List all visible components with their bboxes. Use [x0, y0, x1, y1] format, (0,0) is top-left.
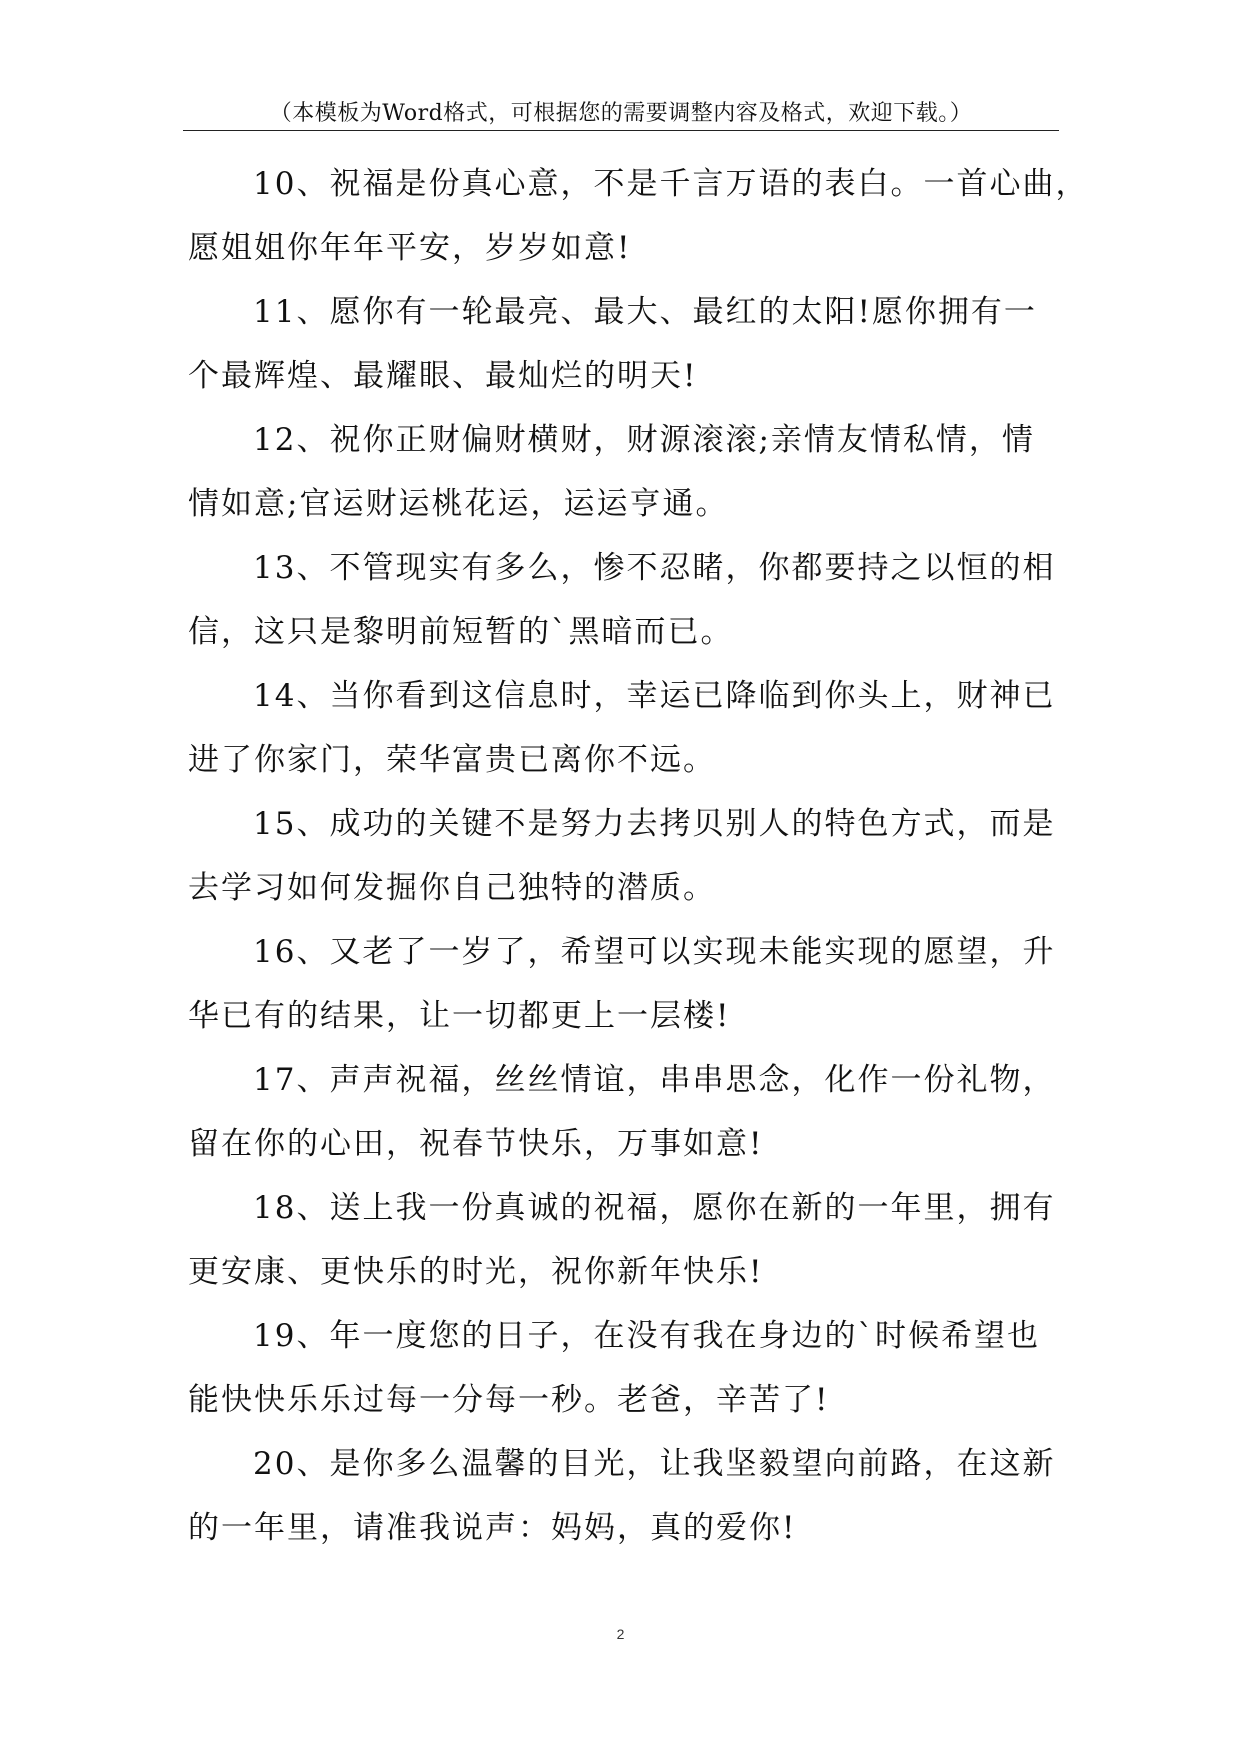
paragraph-line: 的一年里，请准我说声：妈妈，真的爱你! — [188, 1510, 797, 1546]
paragraph — [188, 1436, 1088, 1564]
paragraph-line: 留在你的心田，祝春节快乐，万事如意! — [188, 1126, 764, 1162]
paragraph-line: 17、声声祝福，丝丝情谊，串串思念，化作一份礼物， — [253, 1062, 1056, 1098]
paragraph-line: 能快快乐乐过每一分每一秒。老爸，辛苦了! — [188, 1382, 830, 1418]
paragraph — [188, 284, 1088, 412]
paragraph-line: 10、祝福是份真心意，不是千言万语的表白。一首心曲， — [253, 166, 1089, 202]
paragraph-line: 进了你家门，荣华富贵已离你不远。 — [188, 742, 716, 778]
paragraph — [188, 796, 1088, 924]
paragraph-line: 11、愿你有一轮最亮、最大、最红的太阳!愿你拥有一 — [253, 294, 1037, 330]
paragraph-line: 个最辉煌、最耀眼、最灿烂的明天! — [188, 358, 698, 394]
paragraph-line: 情如意;官运财运桃花运，运运亨通。 — [188, 486, 729, 522]
paragraph-line: 信，这只是黎明前短暂的`黑暗而已。 — [188, 614, 734, 650]
paragraph-line: 19、年一度您的日子，在没有我在身边的`时候希望也 — [253, 1318, 1040, 1354]
header-note: （本模板为Word格式，可根据您的需要调整内容及格式，欢迎下载。） — [269, 101, 973, 126]
paragraph-line: 13、不管现实有多么，惨不忍睹，你都要持之以恒的相 — [253, 550, 1056, 586]
paragraph — [188, 412, 1088, 540]
paragraph-line: 15、成功的关键不是努力去拷贝别人的特色方式，而是 — [253, 806, 1056, 842]
body-content — [188, 156, 1088, 1564]
paragraph-line: 更安康、更快乐的时光，祝你新年快乐! — [188, 1254, 764, 1290]
paragraph-line: 18、送上我一份真诚的祝福，愿你在新的一年里，拥有 — [253, 1190, 1056, 1226]
paragraph-line: 华已有的结果，让一切都更上一层楼! — [188, 998, 731, 1034]
paragraph — [188, 1180, 1088, 1308]
paragraph — [188, 668, 1088, 796]
paragraph — [188, 156, 1088, 284]
paragraph — [188, 540, 1088, 668]
paragraph-line: 愿姐姐你年年平安，岁岁如意! — [188, 230, 632, 266]
header-divider — [183, 130, 1059, 131]
paragraph-line: 12、祝你正财偏财横财，财源滚滚;亲情友情私情，情 — [253, 422, 1035, 458]
paragraph-line: 16、又老了一岁了，希望可以实现未能实现的愿望，升 — [253, 934, 1056, 970]
paragraph-line: 14、当你看到这信息时，幸运已降临到你头上，财神已 — [253, 678, 1056, 714]
page-number: 2 — [616, 1626, 625, 1642]
paragraph — [188, 1308, 1088, 1436]
paragraph-line: 去学习如何发掘你自己独特的潜质。 — [188, 870, 716, 906]
paragraph — [188, 1052, 1088, 1180]
paragraph — [188, 924, 1088, 1052]
paragraph-line: 20、是你多么温馨的目光，让我坚毅望向前路，在这新 — [253, 1446, 1056, 1482]
